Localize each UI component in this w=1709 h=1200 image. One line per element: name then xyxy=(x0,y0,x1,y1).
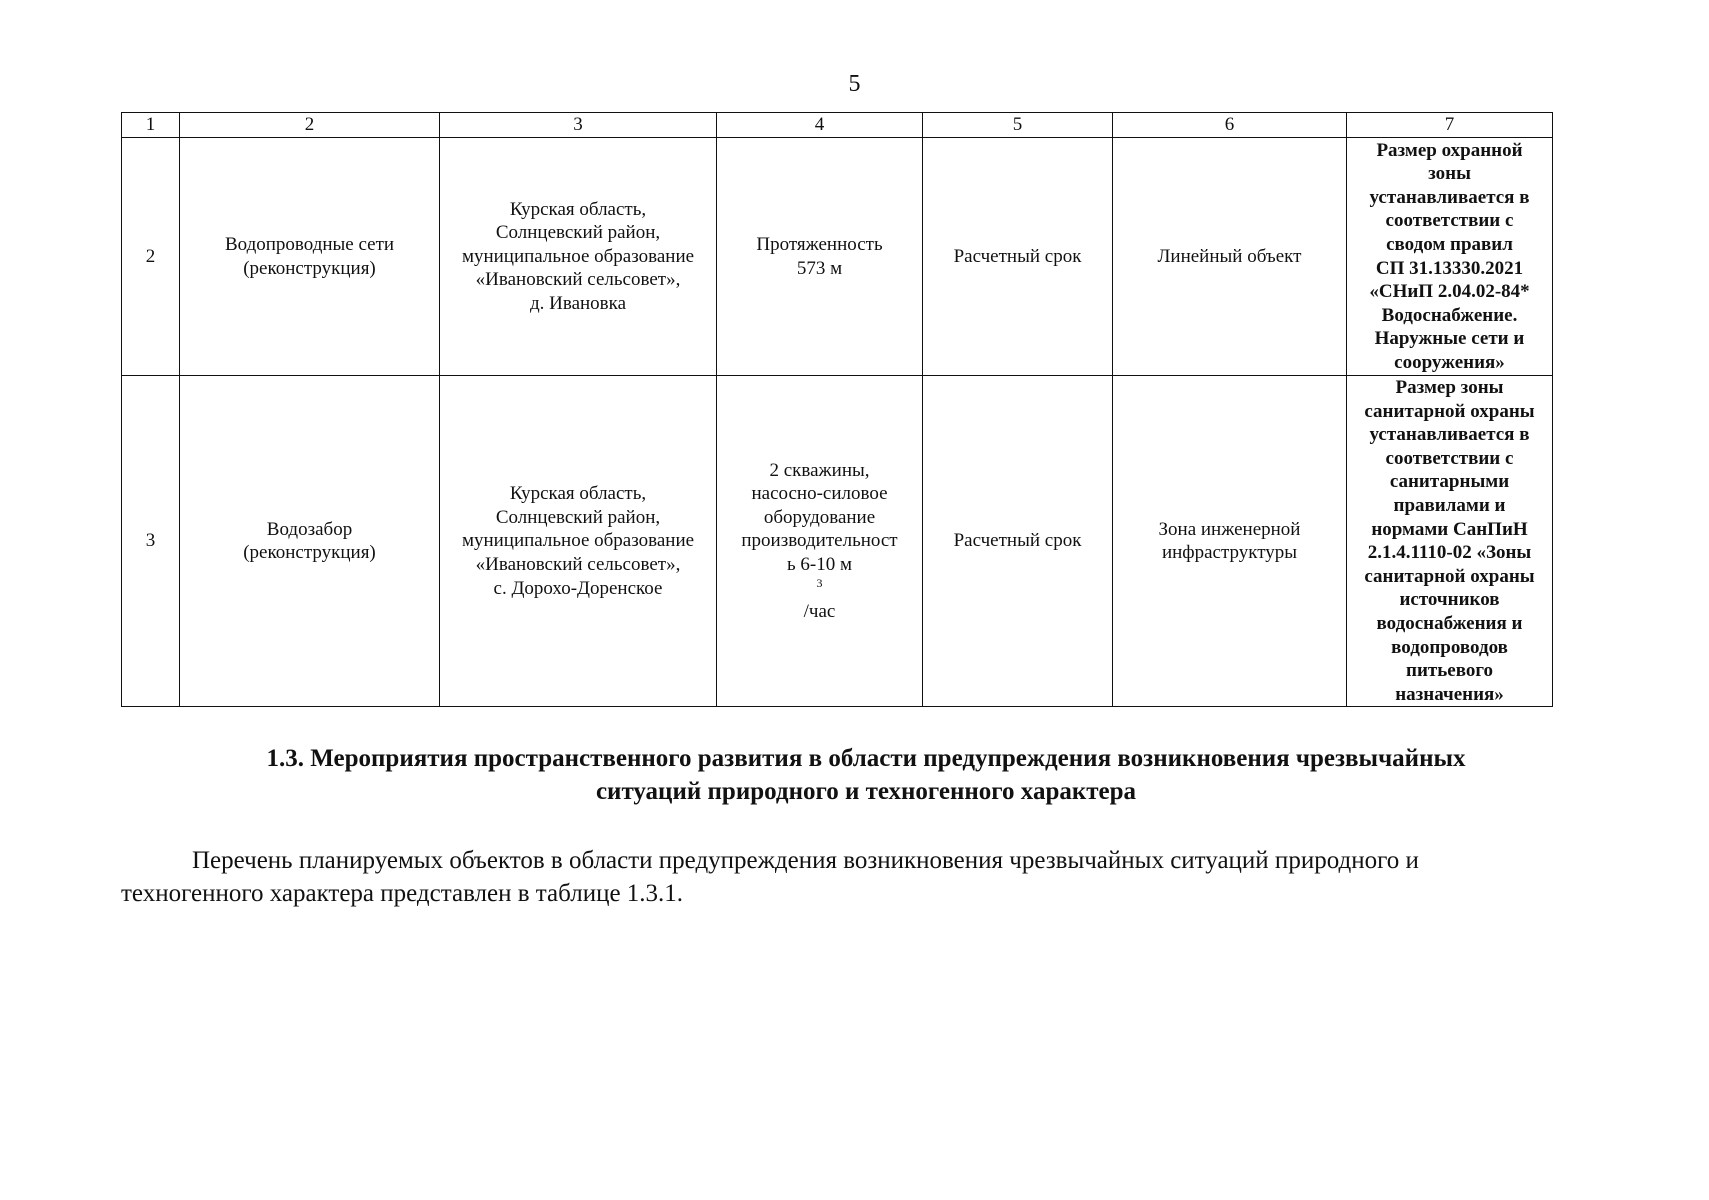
page-number: 5 xyxy=(848,71,861,97)
object-characteristics: Протяженность 573 м xyxy=(717,138,923,376)
column-header: 5 xyxy=(923,113,1113,138)
object-name: Водопроводные сети (реконструкция) xyxy=(180,138,440,376)
zone-type: Зона инженерной инфраструктуры xyxy=(1113,376,1347,707)
column-header: 7 xyxy=(1347,113,1553,138)
zone-size: Размер охранной зоны устанавливается в соответствии с сводом правил СП 31.13330.2021 «СНиП 2.04.02-84* Водоснабжение. Наружные сети и сооружения» xyxy=(1347,138,1553,376)
zone-size: Размер зоны санитарной охраны устанавливается в соответствии с санитарными правилами и нормами СанПиН 2.1.4.1110-02 «Зоны санитарной охраны источников водоснабжения и водопроводов питьевого назначения» xyxy=(1347,376,1553,707)
implementation-term: Расчетный срок xyxy=(923,138,1113,376)
section-heading: 1.3. Мероприятия пространственного развития в области предупреждения возникновения чрезвычайных ситуаций природного и техногенного характера xyxy=(266,745,1466,805)
object-location: Курская область, Солнцевский район, муниципальное образование «Ивановский сельсовет», д. Ивановка xyxy=(440,138,717,376)
body-paragraph: Перечень планируемых объектов в области предупреждения возникновения чрезвычайных ситуаций природного и техногенного характера представлен в таблице 1.3.1. xyxy=(121,847,1419,907)
implementation-term: Расчетный срок xyxy=(923,376,1113,707)
column-header: 3 xyxy=(440,113,717,138)
column-header: 1 xyxy=(122,113,180,138)
objects-table xyxy=(121,112,1552,707)
row-number: 2 xyxy=(122,138,180,376)
table-header-row xyxy=(122,113,1553,138)
row-number: 3 xyxy=(122,376,180,707)
object-name: Водозабор (реконструкция) xyxy=(180,376,440,707)
table-row xyxy=(122,138,1553,376)
object-characteristics: 2 скважины, насосно-силовое оборудование производительност ь 6-10 м $^3$ /час xyxy=(717,376,923,707)
column-header: 6 xyxy=(1113,113,1347,138)
column-header: 4 xyxy=(717,113,923,138)
zone-type: Линейный объект xyxy=(1113,138,1347,376)
object-location: Курская область, Солнцевский район, муниципальное образование «Ивановский сельсовет», с. Дорохо-Доренское xyxy=(440,376,717,707)
table-row xyxy=(122,376,1553,707)
column-header: 2 xyxy=(180,113,440,138)
